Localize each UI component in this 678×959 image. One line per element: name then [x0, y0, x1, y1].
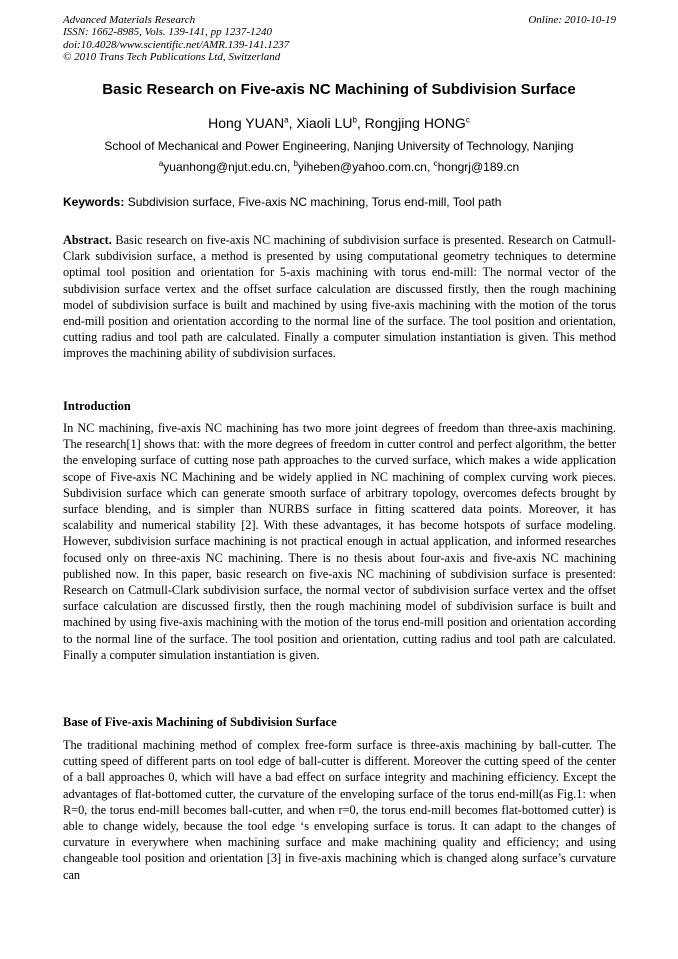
- email-address: hongrj@189.cn: [437, 160, 520, 174]
- author-name: Hong YUAN: [208, 115, 285, 131]
- email-mark: a: [158, 159, 164, 168]
- author-separator: ,: [356, 115, 365, 131]
- abstract-text: Basic research on five-axis NC machining of subdivision surface is presented. Research on Catmull-Clark subdivision surface, a method is presented by using computational geometry techniques to determine optimal tool position and orientation for 5-axis machining with torus end-mill: The normal vector of the subdivision surface vertex and the offset surface calculation are discussed firstly, then the rough machining model of subdivision surface is built and machined by using five-axis machining with the motion of the torus end-mill position and orientation according to the normal line of the surface. The tool position and orientation, cutting radius and tool path are calculated. Finally a computer simulation instantiation is given. This method improves the machining ability of subdivision surfaces.: [63, 233, 616, 361]
- copyright-line: © 2010 Trans Tech Publications Ltd, Switzerland: [63, 51, 281, 64]
- email-separator: ,: [426, 160, 434, 174]
- section-heading-base: Base of Five-axis Machining of Subdivision Surface: [63, 715, 337, 729]
- author-affil-mark: b: [352, 115, 357, 125]
- author-affil-mark: a: [284, 115, 289, 125]
- author-separator: ,: [288, 115, 297, 131]
- email-separator: ,: [286, 160, 294, 174]
- keywords-label: Keywords:: [63, 195, 125, 209]
- author-list: [0, 113, 678, 133]
- online-date: Online: 2010-10-19: [528, 14, 616, 26]
- header-left: [63, 14, 483, 64]
- author-affil-mark: c: [465, 115, 470, 125]
- abstract-label: Abstract.: [63, 233, 112, 247]
- email-address: yiheben@yahoo.com.cn: [298, 160, 427, 174]
- issn-line: ISSN: 1662-8985, Vols. 139-141, pp 1237-1240: [63, 26, 272, 39]
- affiliation: School of Mechanical and Power Engineering, Nanjing University of Technology, Nanjing: [104, 139, 574, 153]
- email-mark: b: [293, 159, 298, 168]
- email-address: yuanhong@njut.edu.cn: [163, 160, 287, 174]
- email-list: [0, 158, 678, 176]
- introduction-paragraph: In NC machining, five-axis NC machining has two more joint degrees of freedom than three-axis machining. The research[1] shows that: with the more degrees of freedom in cutter control and perfect algorithm, the better the enveloping surface of cutting nose path approaches to the curved surface, which makes a wide application scope of Five-axis NC Machining and be widely applied in NC machining of complex curving work pieces. Subdivision surface which can generate smooth surface of arbitrary topology, overcomes defects brought by surface blending, and is simpler than NURBS surface in fitting scattered data points. Moreover, it has scalability and numerical stability [2]. With these advantages, it has become hotspots of surface modeling. However, subdivision surface machining is not practical enough in actual application, and informed researches focused only on three-axis NC machining. There is no thesis about four-axis and five-axis NC machining published now. In this paper, basic research on five-axis NC machining of subdivision surface is presented: Research on Catmull-Clark subdivision surface, the normal vector of subdivision surface vertex and the offset surface calculation are discussed firstly, then the rough machining model of subdivision surface is built and machined by using five-axis machining with the motion of the torus end-mill position and orientation according to the normal line of the surface. The tool position and orientation, cutting radius and tool path are calculated. Finally a computer simulation instantiation is given.: [63, 421, 616, 662]
- email-mark: c: [433, 159, 438, 168]
- keywords-text: Subdivision surface, Five-axis NC machining, Torus end-mill, Tool path: [124, 195, 502, 209]
- author-name: Rongjing HONG: [364, 115, 466, 131]
- base-paragraph: The traditional machining method of complex free-form surface is three-axis machining by ball-cutter. The cutting speed of different parts on tool edge of ball-cutter is different. Moreover the cutting speed of the center of a ball approaches 0, which will have a bad effect on surface integrity and machining efficiency. Except the advantages of flat-bottomed cutter, the curvature of the enveloping surface of the torus end-mill(as Fig.1: when R=0, the torus end-mill becomes ball-cutter, and when r=0, the torus end-mill becomes flat-bottomed cutter) is able to change widely, because the tool edge ‘s enveloping surface is torus. It can adapt to the changes of curvature in everywhere when machining surface and make machining quality and efficiency; and using changeable tool position and orientation [3] in five-axis machining which is changed along surface’s curvature can: [63, 738, 616, 882]
- journal-name: Advanced Materials Research: [63, 14, 196, 26]
- doi-line: doi:10.4028/www.scientific.net/AMR.139-141.1237: [63, 38, 290, 51]
- keywords-line: [63, 193, 616, 211]
- abstract-paragraph: [63, 232, 616, 362]
- section-heading-introduction: Introduction: [63, 399, 131, 413]
- author-name: Xiaoli LU: [296, 115, 353, 131]
- paper-title: Basic Research on Five-axis NC Machining of Subdivision Surface: [102, 81, 576, 98]
